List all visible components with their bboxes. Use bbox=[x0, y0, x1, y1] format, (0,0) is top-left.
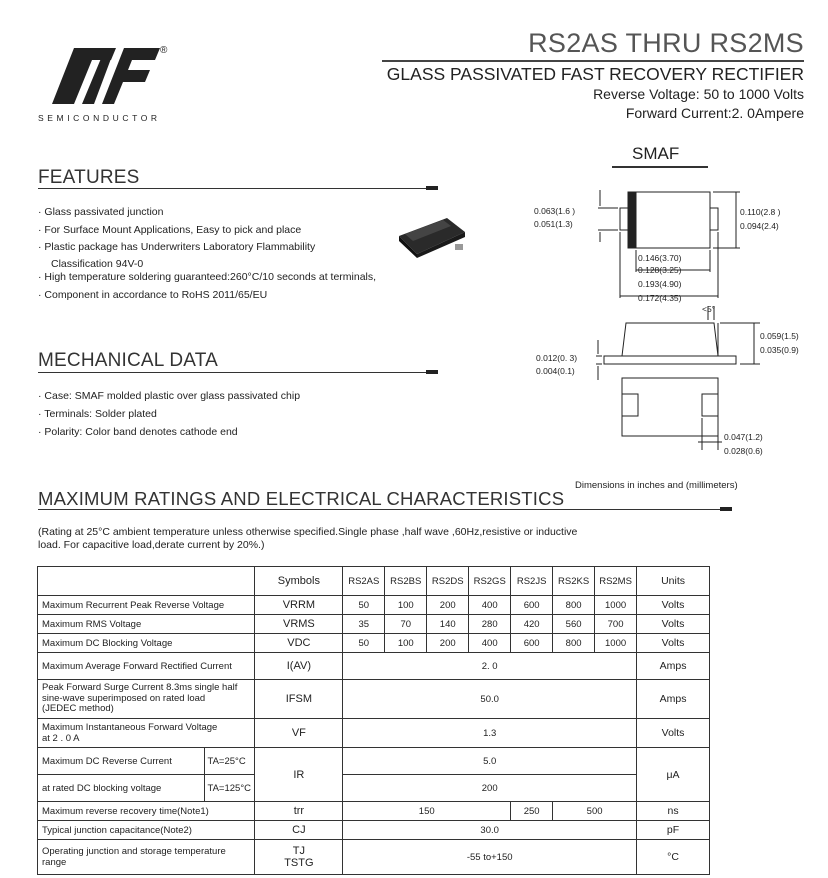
mechanical-divider bbox=[38, 372, 438, 373]
mechanical-item: · Polarity: Color band denotes cathode end bbox=[38, 426, 238, 438]
unit-cell: Amps bbox=[637, 680, 710, 719]
features-heading: FEATURES bbox=[38, 167, 140, 188]
dim-label: 0.047(1.2) bbox=[724, 432, 763, 442]
param-label-line: Peak Forward Surge Current 8.3ms single half bbox=[42, 682, 238, 694]
forward-current-spec: Forward Current:2. 0Ampere bbox=[625, 105, 804, 121]
table-cell bbox=[38, 567, 255, 596]
value-cell: 5.0 bbox=[343, 748, 637, 775]
value-cell: 100 bbox=[385, 596, 427, 615]
part-header: RS2KS bbox=[553, 567, 595, 596]
symbol-cell: IR bbox=[255, 748, 343, 802]
mechanical-item: · Terminals: Solder plated bbox=[38, 408, 157, 420]
feature-item: Classification 94V-0 bbox=[51, 258, 144, 270]
table-row bbox=[38, 680, 710, 719]
value-cell: 800 bbox=[553, 634, 595, 653]
value-cell: 250 bbox=[511, 802, 553, 821]
condition-cell: TA=25°C bbox=[205, 748, 255, 775]
value-cell: 2. 0 bbox=[343, 653, 637, 680]
symbol-cell: VF bbox=[255, 719, 343, 748]
symbol-cell: CJ bbox=[255, 821, 343, 840]
table-row bbox=[38, 775, 710, 802]
registered-mark: ® bbox=[160, 45, 168, 56]
part-header: RS2JS bbox=[511, 567, 553, 596]
param-label: Maximum reverse recovery time(Note1) bbox=[38, 802, 255, 821]
param-label: at rated DC blocking voltage bbox=[38, 775, 205, 802]
table-header-row bbox=[38, 567, 710, 596]
symbol-cell: VRRM bbox=[255, 596, 343, 615]
param-label-line: sine-wave superimposed on rated load bbox=[42, 692, 206, 704]
symbol-cell: VRMS bbox=[255, 615, 343, 634]
unit-cell: Amps bbox=[637, 653, 710, 680]
value-cell: 30.0 bbox=[343, 821, 637, 840]
unit-cell: Volts bbox=[637, 615, 710, 634]
value-cell: 140 bbox=[427, 615, 469, 634]
param-label: Typical junction capacitance(Note2) bbox=[38, 821, 255, 840]
dim-label: 0.059(1.5) bbox=[760, 331, 799, 341]
table-row bbox=[38, 615, 710, 634]
product-subtitle: GLASS PASSIVATED FAST RECOVERY RECTIFIER bbox=[386, 64, 804, 84]
table-row bbox=[38, 802, 710, 821]
part-header: RS2AS bbox=[343, 567, 385, 596]
symbol-cell: trr bbox=[255, 802, 343, 821]
table-row bbox=[38, 840, 710, 875]
value-cell: 280 bbox=[469, 615, 511, 634]
feature-item: · Plastic package has Underwriters Laboratory Flammability bbox=[38, 241, 316, 253]
reverse-voltage-spec: Reverse Voltage: 50 to 1000 Volts bbox=[593, 86, 804, 102]
value-cell: 200 bbox=[427, 596, 469, 615]
part-header: RS2BS bbox=[385, 567, 427, 596]
mechanical-divider-mark bbox=[426, 370, 438, 374]
value-cell: 600 bbox=[511, 634, 553, 653]
unit-cell: μA bbox=[637, 748, 710, 802]
param-label bbox=[38, 840, 255, 875]
param-label: Maximum RMS Voltage bbox=[38, 615, 255, 634]
features-divider bbox=[38, 188, 438, 189]
param-label bbox=[38, 680, 255, 719]
dimensions-note: Dimensions in inches and (millimeters) bbox=[575, 480, 738, 491]
table-row bbox=[38, 821, 710, 840]
electrical-characteristics-table bbox=[37, 566, 710, 875]
value-cell: 500 bbox=[553, 802, 637, 821]
mechanical-item: · Case: SMAF molded plastic over glass passivated chip bbox=[38, 390, 301, 402]
param-label: Maximum DC Blocking Voltage bbox=[38, 634, 255, 653]
dim-label: 0.051(1.3) bbox=[534, 219, 573, 229]
part-header: RS2GS bbox=[469, 567, 511, 596]
rating-conditions-note bbox=[38, 526, 678, 552]
value-cell: 800 bbox=[553, 596, 595, 615]
company-logo-icon bbox=[44, 48, 160, 104]
dim-label: 0.193(4.90) bbox=[638, 279, 682, 289]
symbol-cell bbox=[255, 840, 343, 875]
feature-item: · Component in accordance to RoHS 2011/65/EU bbox=[38, 289, 268, 301]
value-cell: 50.0 bbox=[343, 680, 637, 719]
rating-note-line: (Rating at 25°C ambient temperature unless otherwise specified.Single phase ,half wave ,60Hz,resistive or inductive bbox=[38, 526, 578, 538]
symbol-cell: IFSM bbox=[255, 680, 343, 719]
page-title: RS2AS THRU RS2MS bbox=[528, 28, 804, 58]
symbol-line: TSTG bbox=[284, 857, 314, 869]
dim-label: 0.004(0.1) bbox=[536, 366, 575, 376]
value-cell: 70 bbox=[385, 615, 427, 634]
title-divider bbox=[382, 60, 804, 62]
features-divider-mark bbox=[426, 186, 438, 190]
dim-label: 0.172(4.35) bbox=[638, 293, 682, 303]
dim-label: 0.110(2.8 ) bbox=[740, 207, 781, 217]
table-row bbox=[38, 719, 710, 748]
dim-label: 0.028(0.6) bbox=[724, 446, 763, 456]
dim-label: 0.012(0. 3) bbox=[536, 353, 578, 363]
value-cell: 150 bbox=[343, 802, 511, 821]
component-image-icon bbox=[395, 214, 467, 260]
feature-item: · Glass passivated junction bbox=[38, 206, 164, 218]
package-name-underline bbox=[612, 166, 708, 168]
ratings-heading: MAXIMUM RATINGS AND ELECTRICAL CHARACTERISTICS bbox=[38, 488, 565, 509]
dim-label: <5° bbox=[702, 304, 716, 314]
feature-item: · For Surface Mount Applications, Easy to pick and place bbox=[38, 224, 302, 236]
dim-label: 0.063(1.6 ) bbox=[534, 206, 576, 216]
part-header: RS2MS bbox=[595, 567, 637, 596]
unit-cell: Volts bbox=[637, 719, 710, 748]
unit-cell: °C bbox=[637, 840, 710, 875]
param-label bbox=[38, 719, 255, 748]
unit-cell: ns bbox=[637, 802, 710, 821]
symbol-line: TJ bbox=[292, 845, 305, 857]
param-label: Maximum DC Reverse Current bbox=[38, 748, 205, 775]
value-cell: -55 to+150 bbox=[343, 840, 637, 875]
company-tagline: SEMICONDUCTOR bbox=[38, 113, 161, 123]
value-cell: 400 bbox=[469, 596, 511, 615]
value-cell: 100 bbox=[385, 634, 427, 653]
value-cell: 50 bbox=[343, 596, 385, 615]
ratings-divider-mark bbox=[720, 507, 732, 511]
value-cell: 700 bbox=[595, 615, 637, 634]
table-row bbox=[38, 748, 710, 775]
value-cell: 560 bbox=[553, 615, 595, 634]
param-label-line: range bbox=[42, 857, 67, 868]
symbols-header: Symbols bbox=[255, 567, 343, 596]
table-row bbox=[38, 653, 710, 680]
value-cell: 1000 bbox=[595, 634, 637, 653]
value-cell: 35 bbox=[343, 615, 385, 634]
package-name: SMAF bbox=[632, 144, 680, 163]
value-cell: 400 bbox=[469, 634, 511, 653]
dim-label: 0.146(3.70) bbox=[638, 253, 682, 263]
value-cell: 50 bbox=[343, 634, 385, 653]
param-label-line: Operating junction and storage temperature bbox=[42, 846, 226, 857]
table-row bbox=[38, 634, 710, 653]
condition-cell: TA=125°C bbox=[205, 775, 255, 802]
value-cell: 1000 bbox=[595, 596, 637, 615]
mechanical-heading: MECHANICAL DATA bbox=[38, 350, 219, 371]
param-label-line: (JEDEC method) bbox=[42, 703, 114, 715]
param-label: Maximum Average Forward Rectified Current bbox=[38, 653, 255, 680]
units-header: Units bbox=[637, 567, 710, 596]
param-label: Maximum Recurrent Peak Reverse Voltage bbox=[38, 596, 255, 615]
value-cell: 1.3 bbox=[343, 719, 637, 748]
symbol-cell: VDC bbox=[255, 634, 343, 653]
value-cell: 200 bbox=[427, 634, 469, 653]
value-cell: 600 bbox=[511, 596, 553, 615]
value-cell: 200 bbox=[343, 775, 637, 802]
symbol-cell: I(AV) bbox=[255, 653, 343, 680]
dim-label: 0.035(0.9) bbox=[760, 345, 799, 355]
value-cell: 420 bbox=[511, 615, 553, 634]
unit-cell: Volts bbox=[637, 596, 710, 615]
unit-cell: Volts bbox=[637, 634, 710, 653]
dim-label: 0.094(2.4) bbox=[740, 221, 779, 231]
feature-item: · High temperature soldering guaranteed:260°C/10 seconds at terminals, bbox=[38, 271, 377, 283]
param-label-line: Maximum Instantaneous Forward Voltage bbox=[42, 722, 218, 733]
rating-note-line: load. For capacitive load,derate current by 20%.) bbox=[38, 539, 265, 551]
dim-label: 0.128(3.25) bbox=[638, 265, 682, 275]
unit-cell: pF bbox=[637, 821, 710, 840]
table-row bbox=[38, 596, 710, 615]
ratings-divider bbox=[38, 509, 728, 510]
part-header: RS2DS bbox=[427, 567, 469, 596]
param-label-line: at 2 . 0 A bbox=[42, 733, 80, 744]
